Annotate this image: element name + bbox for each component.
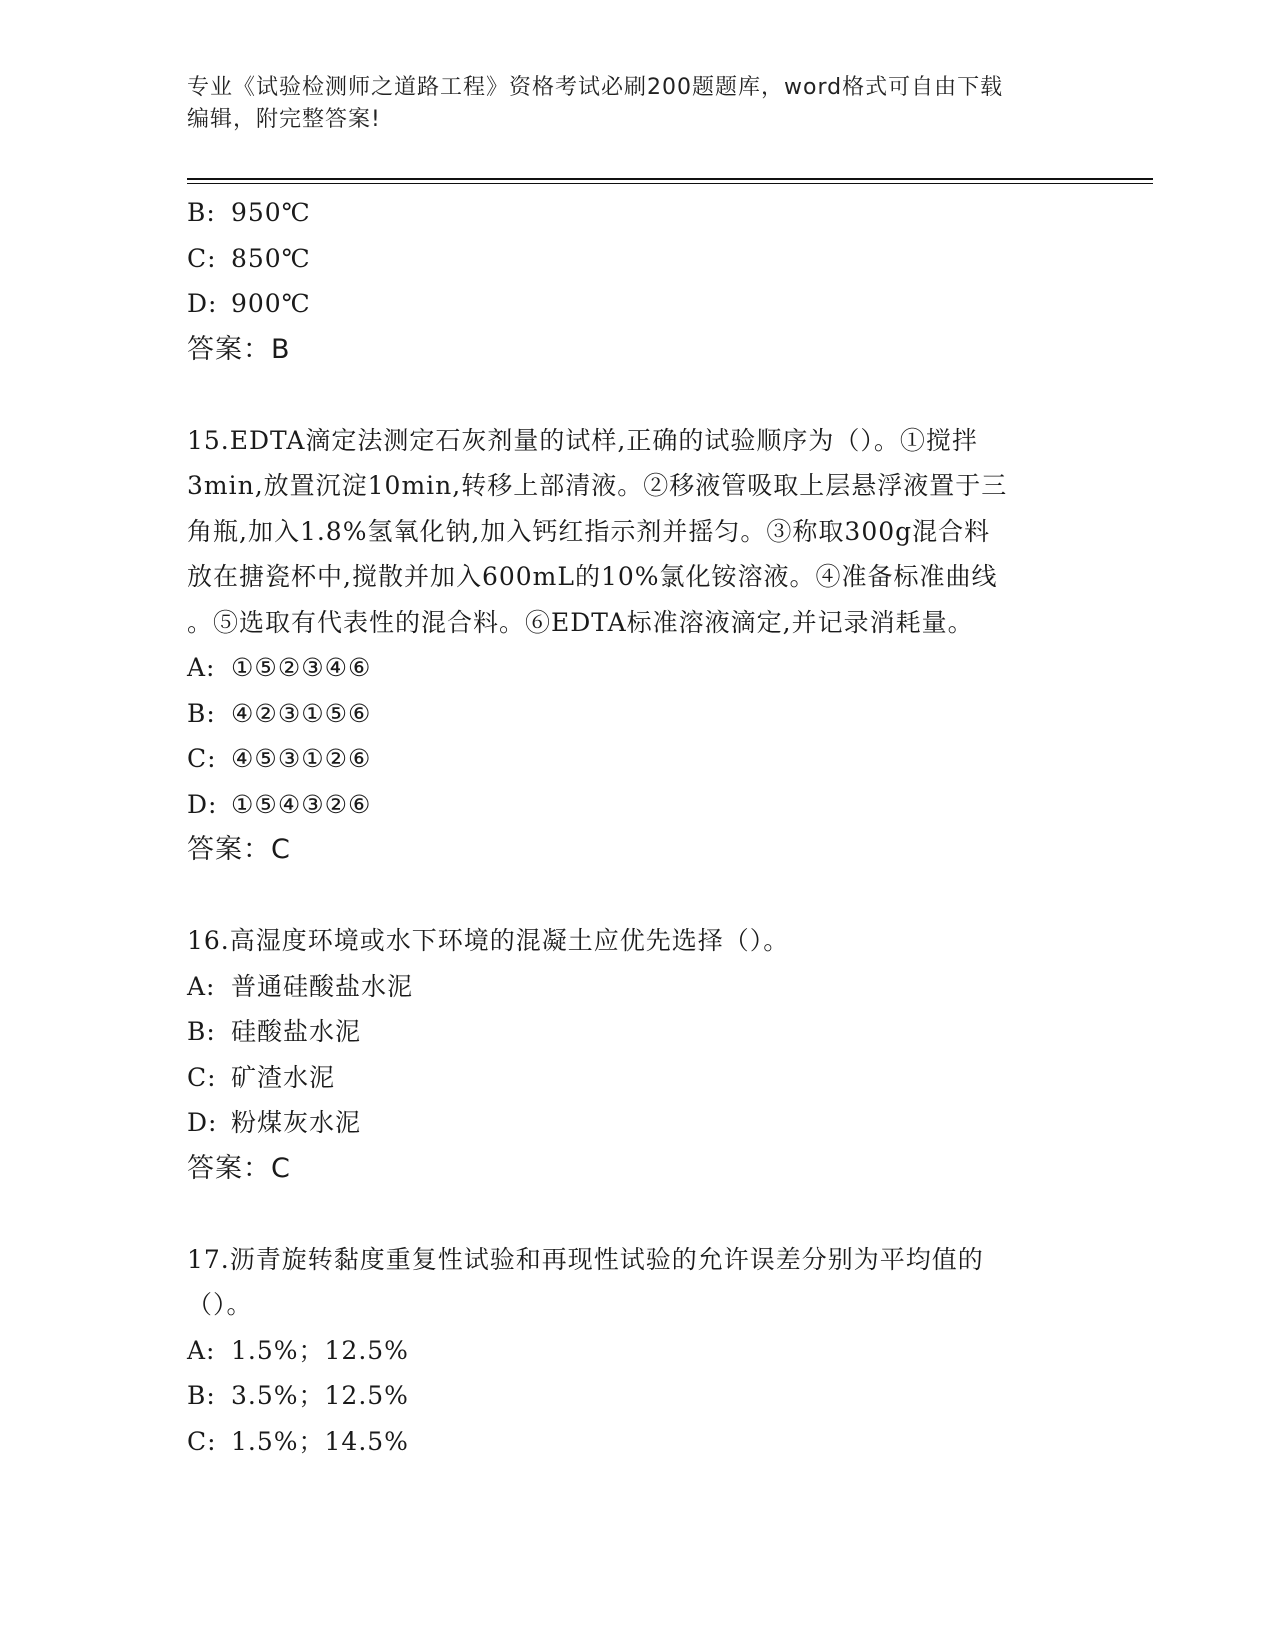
question-line: 16.高湿度环境或水下环境的混凝土应优先选择（）。: [187, 926, 790, 955]
option-letter: B:: [187, 698, 216, 728]
option-row: [187, 236, 1087, 282]
question-17-options: [187, 1328, 1087, 1465]
option-text: ④②③①⑤⑥: [231, 698, 372, 728]
question-line: 15.EDTA滴定法测定石灰剂量的试样,正确的试验顺序为（）。①搅拌: [187, 425, 978, 455]
option-letter: A:: [187, 971, 216, 1001]
header-divider-thin: [187, 183, 1153, 184]
option-text: ①⑤④③②⑥: [231, 789, 372, 819]
option-text: ①⑤②③④⑥: [231, 653, 372, 682]
option-letter: C:: [187, 1426, 217, 1456]
question-line: 3min,放置沉淀10min,转移上部清液。②移液管吸取上层悬浮液置于三: [187, 471, 1008, 500]
option-row: [187, 1419, 1087, 1465]
option-text: 1.5%；14.5%: [231, 1426, 409, 1456]
option-letter: B:: [187, 1017, 216, 1046]
header-line-2: 编辑，附完整答案!: [187, 107, 381, 132]
question-15-options: [187, 645, 1087, 827]
option-text: 850℃: [231, 243, 311, 273]
option-row: [187, 1009, 1087, 1055]
answer-line: 答案：B: [187, 333, 291, 365]
option-text: 普通硅酸盐水泥: [231, 971, 414, 1001]
option-text: 950℃: [231, 198, 311, 227]
prev-question-options: [187, 190, 1087, 327]
question-line: 。⑤选取有代表性的混合料。⑥EDTA标准溶液滴定,并记录消耗量。: [187, 607, 974, 637]
header-divider-thick: [187, 178, 1153, 180]
option-letter: C:: [187, 744, 217, 773]
option-letter: C:: [187, 1062, 217, 1092]
option-letter: B:: [187, 1381, 216, 1410]
option-text: 矿渣水泥: [231, 1062, 336, 1092]
question-16-options: [187, 964, 1087, 1146]
question-16-text: [187, 918, 1087, 964]
spacer: [187, 873, 1087, 919]
question-line: 17.沥青旋转黏度重复性试验和再现性试验的允许误差分别为平均值的: [187, 1244, 984, 1274]
header-line-1: 专业《试验检测师之道路工程》资格考试必刷200题题库，word格式可自由下载: [187, 75, 1004, 100]
question-line: 角瓶,加入1.8%氢氧化钠,加入钙红指示剂并摇匀。③称取300g混合料: [187, 516, 991, 546]
option-row: [187, 964, 1087, 1010]
spacer: [187, 1191, 1087, 1237]
option-text: 3.5%；12.5%: [231, 1381, 409, 1410]
question-line: 放在搪瓷杯中,搅散并加入600mL的10%氯化铵溶液。④准备标准曲线: [187, 562, 998, 591]
option-letter: C:: [187, 243, 217, 273]
answer-line: 答案：C: [187, 1152, 291, 1184]
option-row: [187, 281, 1087, 327]
option-row: [187, 1100, 1087, 1146]
question-line: （）。: [187, 1290, 253, 1319]
option-row: [187, 1055, 1087, 1101]
option-row: [187, 190, 1087, 236]
option-text: 粉煤灰水泥: [231, 1108, 362, 1137]
option-letter: D:: [187, 1108, 218, 1137]
option-letter: D:: [187, 289, 218, 318]
option-text: ④⑤③①②⑥: [231, 744, 372, 773]
spacer: [187, 372, 1087, 418]
option-letter: A:: [187, 653, 216, 682]
question-content: [187, 190, 1087, 1464]
option-row: [187, 1328, 1087, 1374]
option-row: [187, 736, 1087, 782]
question-15-text: [187, 418, 1087, 646]
option-letter: D:: [187, 789, 218, 819]
option-row: [187, 691, 1087, 737]
option-text: 900℃: [231, 289, 311, 318]
option-row: [187, 782, 1087, 828]
answer-line: 答案：C: [187, 834, 291, 865]
option-row: [187, 1373, 1087, 1419]
option-letter: A:: [187, 1335, 216, 1365]
option-text: 硅酸盐水泥: [231, 1017, 362, 1046]
page-header: [187, 72, 1087, 136]
option-letter: B:: [187, 198, 216, 227]
option-row: [187, 645, 1087, 691]
option-text: 1.5%；12.5%: [231, 1335, 409, 1365]
question-17-text: [187, 1237, 1087, 1328]
